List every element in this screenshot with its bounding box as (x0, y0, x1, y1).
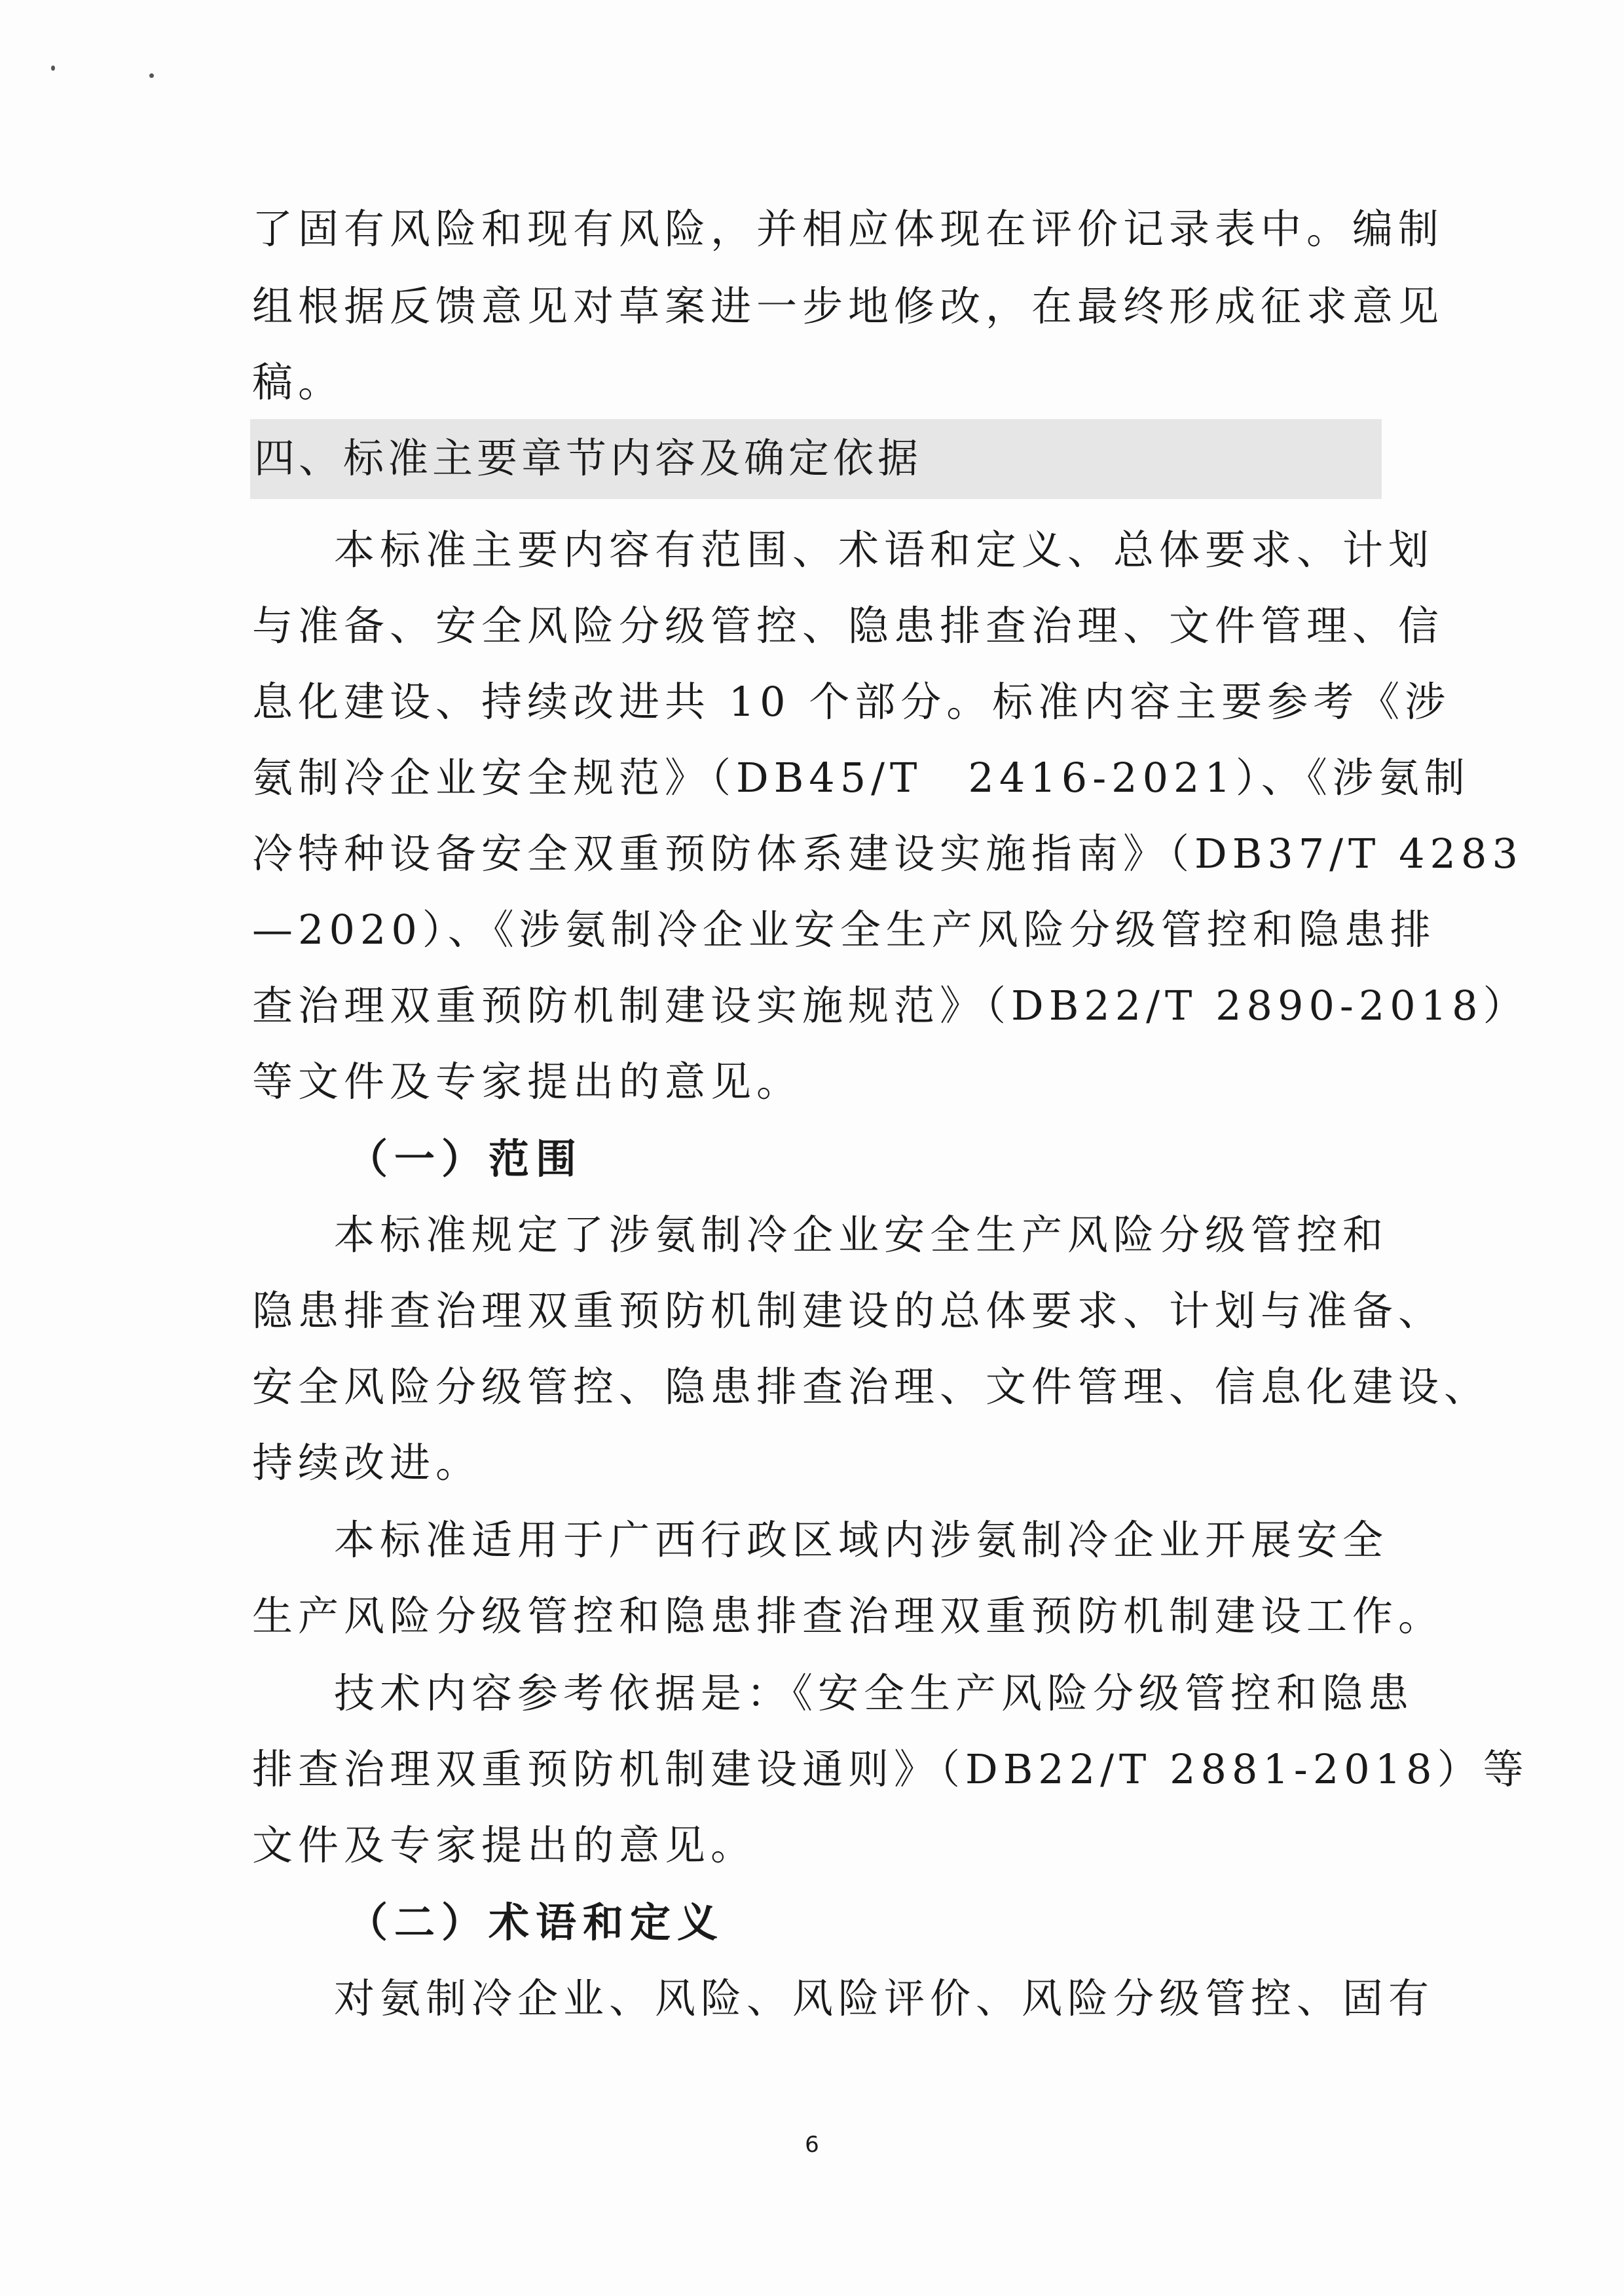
text-line: —2020）、《涉氨制冷企业安全生产风险分级管控和隐患排 (252, 906, 1436, 954)
text-line: 生产风险分级管控和隐患排查治理双重预防机制建设工作。 (252, 1592, 1445, 1640)
text-line: 氨制冷企业安全规范》（DB45/T 2416-2021）、《涉氨制 (252, 754, 1470, 802)
text-line: 文件及专家提出的意见。 (252, 1821, 757, 1869)
text-line: 隐患排查治理双重预防机制建设的总体要求、计划与准备、 (252, 1287, 1445, 1335)
text-line: 安全风险分级管控、隐患排查治理、文件管理、信息化建设、 (252, 1363, 1490, 1411)
text-line: 对氨制冷企业、风险、风险评价、风险分级管控、固有 (334, 1974, 1435, 2022)
subsection-heading: （一）范围 (347, 1135, 583, 1183)
subsection-heading: （二）术语和定义 (347, 1898, 725, 1946)
text-line: 本标准主要内容有范围、术语和定义、总体要求、计划 (334, 526, 1435, 574)
scan-speck (149, 73, 154, 78)
text-line: 了固有风险和现有风险，并相应体现在评价记录表中。编制 (252, 205, 1445, 253)
text-line: 查治理双重预防机制建设实施规范》（DB22/T 2890-2018） (252, 982, 1529, 1029)
text-line: 排查治理双重预防机制建设通则》（DB22/T 2881-2018）等 (252, 1745, 1529, 1793)
text-line: 冷特种设备安全双重预防体系建设实施指南》（DB37/T 4283 (252, 830, 1523, 878)
section-heading: 四、标准主要章节内容及确定依据 (254, 434, 923, 482)
page-number: 6 (805, 2132, 819, 2158)
text-line: 本标准适用于广西行政区域内涉氨制冷企业开展安全 (334, 1516, 1389, 1564)
text-line: 稿。 (252, 358, 344, 406)
text-line: 技术内容参考依据是：《安全生产风险分级管控和隐患 (334, 1669, 1414, 1717)
text-line: 持续改进。 (252, 1439, 482, 1487)
scan-speck (51, 65, 55, 71)
text-line: 等文件及专家提出的意见。 (252, 1058, 803, 1105)
text-line: 组根据反馈意见对草案进一步地修改，在最终形成征求意见 (252, 282, 1445, 330)
text-line: 与准备、安全风险分级管控、隐患排查治理、文件管理、信 (252, 602, 1445, 650)
text-line: 本标准规定了涉氨制冷企业安全生产风险分级管控和 (334, 1211, 1389, 1259)
text-line: 息化建设、持续改进共 10 个部分。标准内容主要参考《涉 (252, 678, 1451, 726)
